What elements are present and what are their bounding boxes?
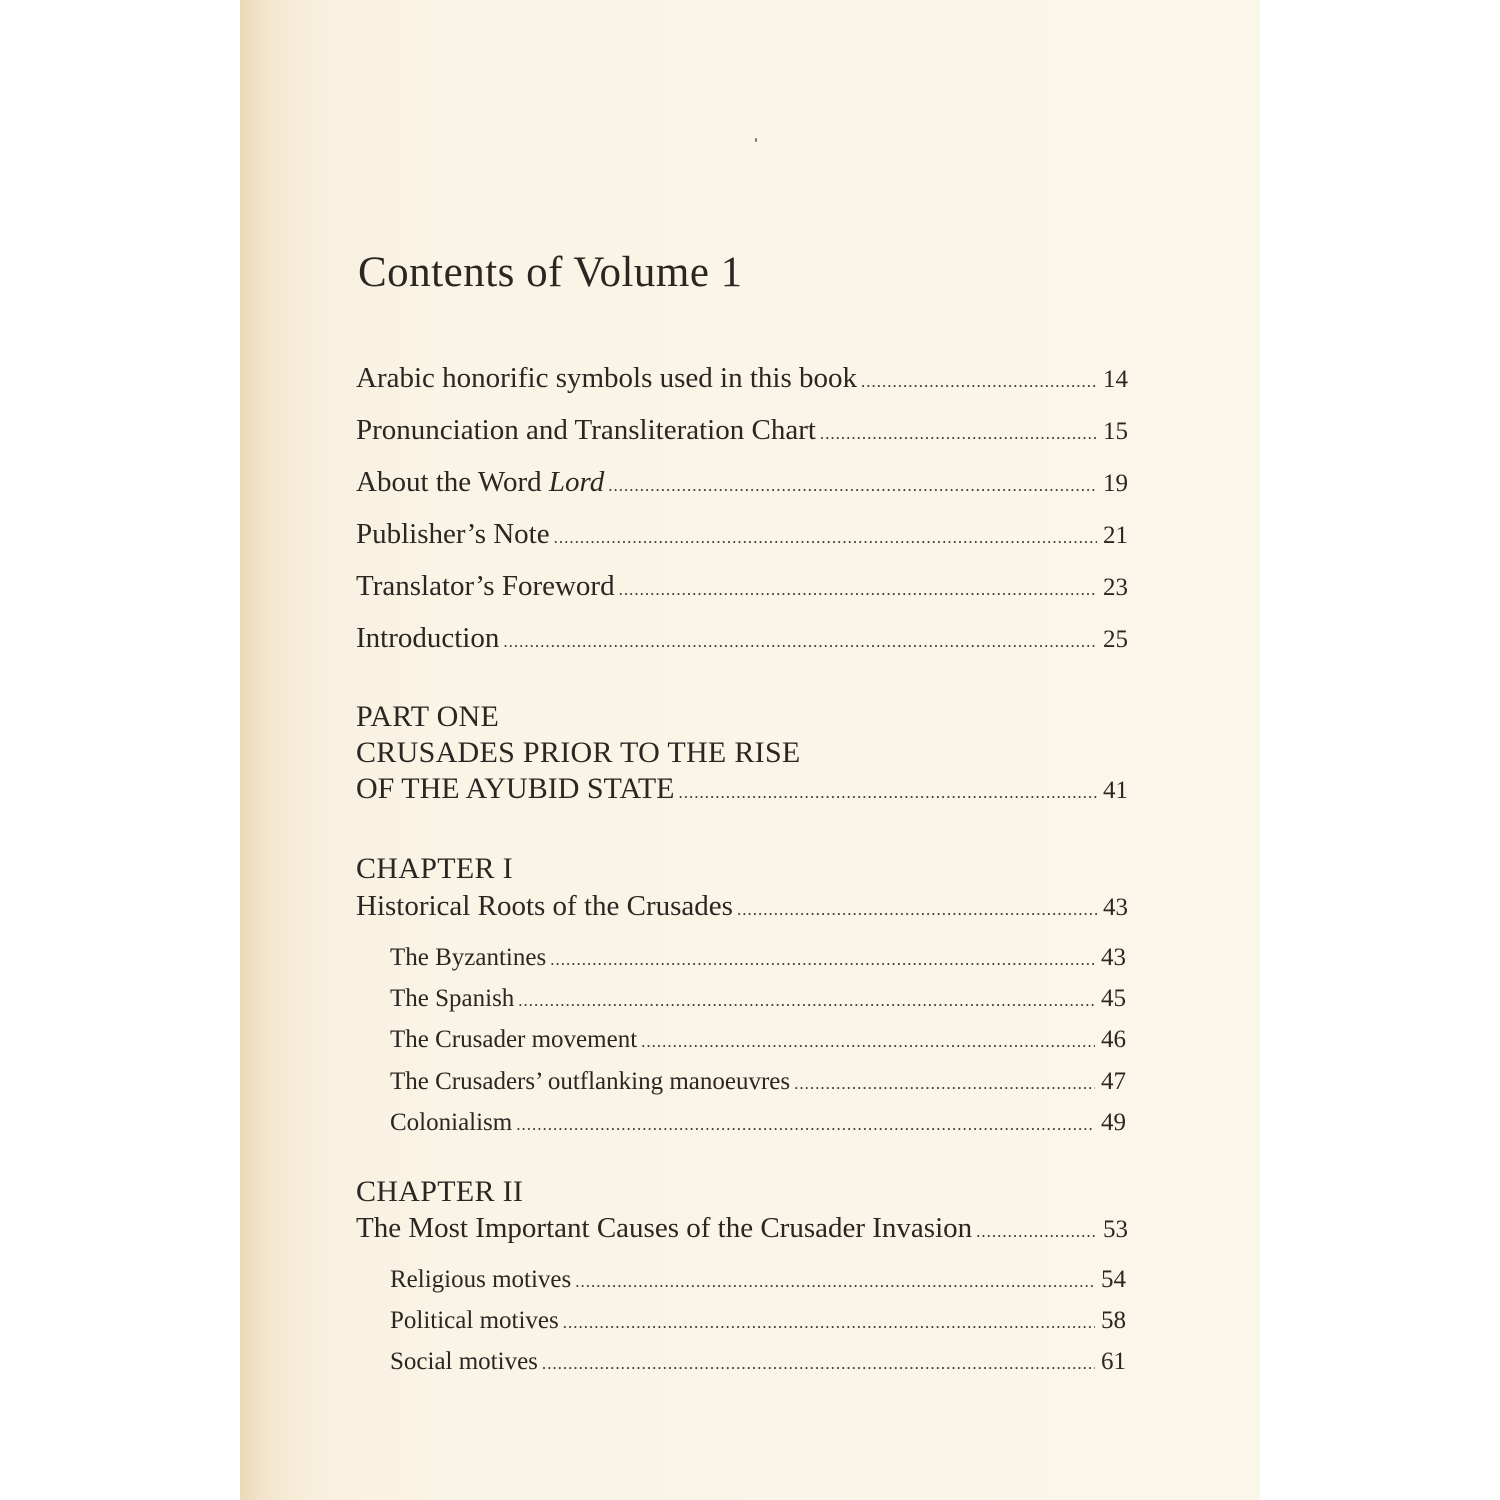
dot-leader <box>794 1074 1095 1094</box>
section-title: The Crusader movement <box>390 1026 638 1053</box>
toc-entry-title-plain: About the Word <box>356 466 549 498</box>
section-title: The Crusaders’ outflanking manoeuvres <box>390 1068 791 1095</box>
toc-page-number: 19 <box>1103 470 1128 497</box>
toc-entry-title: Publisher’s Note <box>356 518 550 550</box>
toc-section-spanish <box>390 985 1126 1013</box>
toc-page-number: 54 <box>1101 1266 1126 1293</box>
toc-entry-title: Translator’s Foreword <box>356 570 615 602</box>
dot-leader <box>678 783 1097 803</box>
toc-section-social-motives <box>390 1348 1126 1376</box>
toc-page-number: 46 <box>1101 1026 1126 1053</box>
toc-page-number: 14 <box>1103 366 1128 393</box>
chapter-title: The Most Important Causes of the Crusader Invasion <box>356 1212 973 1244</box>
toc-section-outflanking-manoeuvres <box>390 1068 1126 1096</box>
toc-entry-title: Arabic honorific symbols used in this book <box>356 362 858 394</box>
toc-page-number: 58 <box>1101 1307 1126 1334</box>
toc-section-political-motives <box>390 1307 1126 1335</box>
toc-page-number: 47 <box>1101 1068 1126 1095</box>
toc-page-number: 43 <box>1103 894 1128 921</box>
dot-leader <box>542 1354 1095 1374</box>
toc-entry-title: Pronunciation and Transliteration Chart <box>356 414 816 446</box>
toc-page-number: 61 <box>1101 1348 1126 1375</box>
toc-entry-chapter-2 <box>356 1212 1128 1245</box>
print-speck <box>755 138 757 142</box>
dot-leader <box>976 1222 1097 1242</box>
toc-page-number: 15 <box>1103 418 1128 445</box>
toc-page-number: 25 <box>1103 626 1128 653</box>
dot-leader <box>608 476 1097 496</box>
toc-entry-translators-foreword <box>356 570 1128 603</box>
dot-leader <box>554 528 1097 548</box>
dot-leader <box>641 1032 1095 1052</box>
toc-entry-honorific-symbols <box>356 362 1128 395</box>
dot-leader <box>575 1272 1095 1292</box>
toc-section-byzantines <box>390 944 1126 972</box>
toc-entry-title-italic: Lord <box>548 466 605 498</box>
chapter-label: CHAPTER II <box>356 1175 524 1208</box>
toc-entry-title <box>356 466 604 499</box>
page-title: Contents of Volume 1 <box>358 249 743 296</box>
dot-leader <box>619 580 1097 600</box>
dot-leader <box>518 991 1095 1011</box>
toc-page-number: 23 <box>1103 574 1128 601</box>
section-title: Political motives <box>390 1307 559 1334</box>
toc-page-number: 45 <box>1101 985 1126 1012</box>
toc-page-number: 43 <box>1101 944 1126 971</box>
section-title: The Spanish <box>390 985 515 1012</box>
part-title-line-2: OF THE AYUBID STATE <box>356 772 675 805</box>
dot-leader <box>861 372 1097 392</box>
toc-entry-title: Introduction <box>356 622 500 654</box>
chapter-title: Historical Roots of the Crusades <box>356 890 733 922</box>
dot-leader <box>516 1115 1095 1135</box>
dot-leader <box>563 1313 1095 1333</box>
dot-leader <box>503 632 1097 652</box>
toc-section-religious-motives <box>390 1266 1126 1294</box>
part-title-line-1: CRUSADES PRIOR TO THE RISE <box>356 736 801 769</box>
toc-entry-introduction <box>356 622 1128 655</box>
toc-page-number: 53 <box>1103 1216 1128 1243</box>
toc-section-colonialism <box>390 1109 1126 1137</box>
section-title: Social motives <box>390 1348 538 1375</box>
chapter-label: CHAPTER I <box>356 852 513 885</box>
toc-page-number: 41 <box>1103 777 1128 804</box>
toc-entry-part-one <box>356 772 1128 806</box>
dot-leader <box>550 950 1095 970</box>
dot-leader <box>820 424 1097 444</box>
book-page <box>240 0 1260 1500</box>
section-title: Religious motives <box>390 1266 572 1293</box>
toc-page-number: 49 <box>1101 1109 1126 1136</box>
toc-section-crusader-movement <box>390 1026 1126 1054</box>
dot-leader <box>737 900 1097 920</box>
toc-entry-chapter-1 <box>356 890 1128 923</box>
toc-entry-pronunciation-chart <box>356 414 1128 447</box>
toc-page-number: 21 <box>1103 522 1128 549</box>
toc-entry-word-lord <box>356 466 1128 499</box>
part-label: PART ONE <box>356 700 500 733</box>
toc-entry-publishers-note <box>356 518 1128 551</box>
section-title: Colonialism <box>390 1109 513 1136</box>
section-title: The Byzantines <box>390 944 547 971</box>
